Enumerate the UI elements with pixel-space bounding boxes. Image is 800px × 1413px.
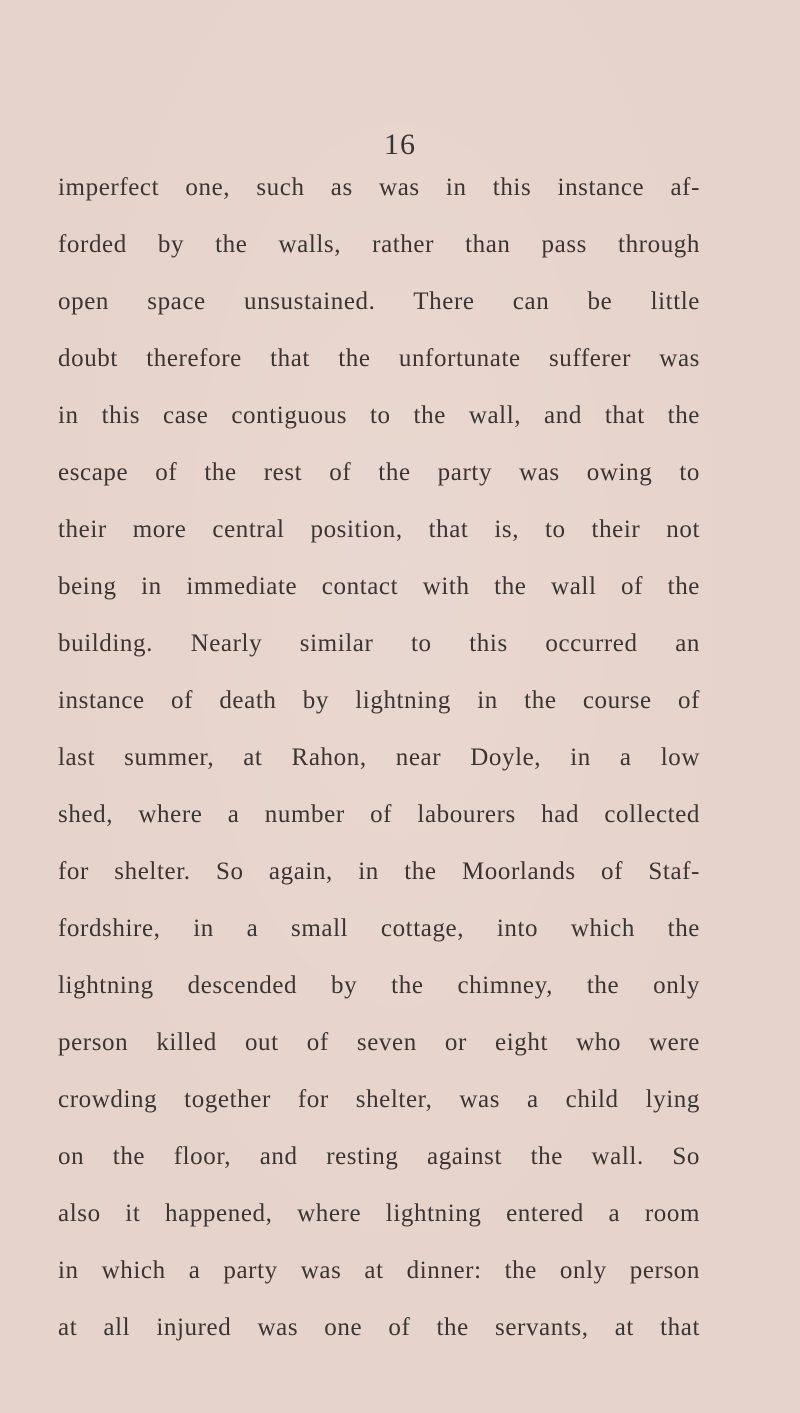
text-line: doubt therefore that the unfortunate sufferer was <box>58 345 700 372</box>
text-line: person killed out of seven or eight who were <box>58 1029 700 1056</box>
text-line: lightning descended by the chimney, the only <box>58 972 700 999</box>
text-line: being in immediate contact with the wall of the <box>58 573 700 600</box>
text-line: in which a party was at dinner: the only person <box>58 1257 700 1284</box>
text-line: instance of death by lightning in the course of <box>58 687 700 714</box>
text-line: building. Nearly similar to this occurred an <box>58 630 700 657</box>
text-line: their more central position, that is, to their not <box>58 516 700 543</box>
text-line: also it happened, where lightning entered a room <box>58 1200 700 1227</box>
text-line: fordshire, in a small cottage, into which the <box>58 915 700 942</box>
text-line: imperfect one, such as was in this instance af- <box>58 174 700 201</box>
text-line: crowding together for shelter, was a child lying <box>58 1086 700 1113</box>
text-line: on the floor, and resting against the wall. So <box>58 1143 700 1170</box>
text-line: forded by the walls, rather than pass through <box>58 231 700 258</box>
text-line: last summer, at Rahon, near Doyle, in a low <box>58 744 700 771</box>
page-number: 16 <box>384 128 416 161</box>
text-line: shed, where a number of labourers had collected <box>58 801 700 828</box>
text-line: at all injured was one of the servants, at that <box>58 1314 700 1341</box>
text-line: escape of the rest of the party was owing to <box>58 459 700 486</box>
text-line: for shelter. So again, in the Moorlands of Staf- <box>58 858 700 885</box>
text-line: open space unsustained. There can be little <box>58 288 700 315</box>
text-line: in this case contiguous to the wall, and that the <box>58 402 700 429</box>
